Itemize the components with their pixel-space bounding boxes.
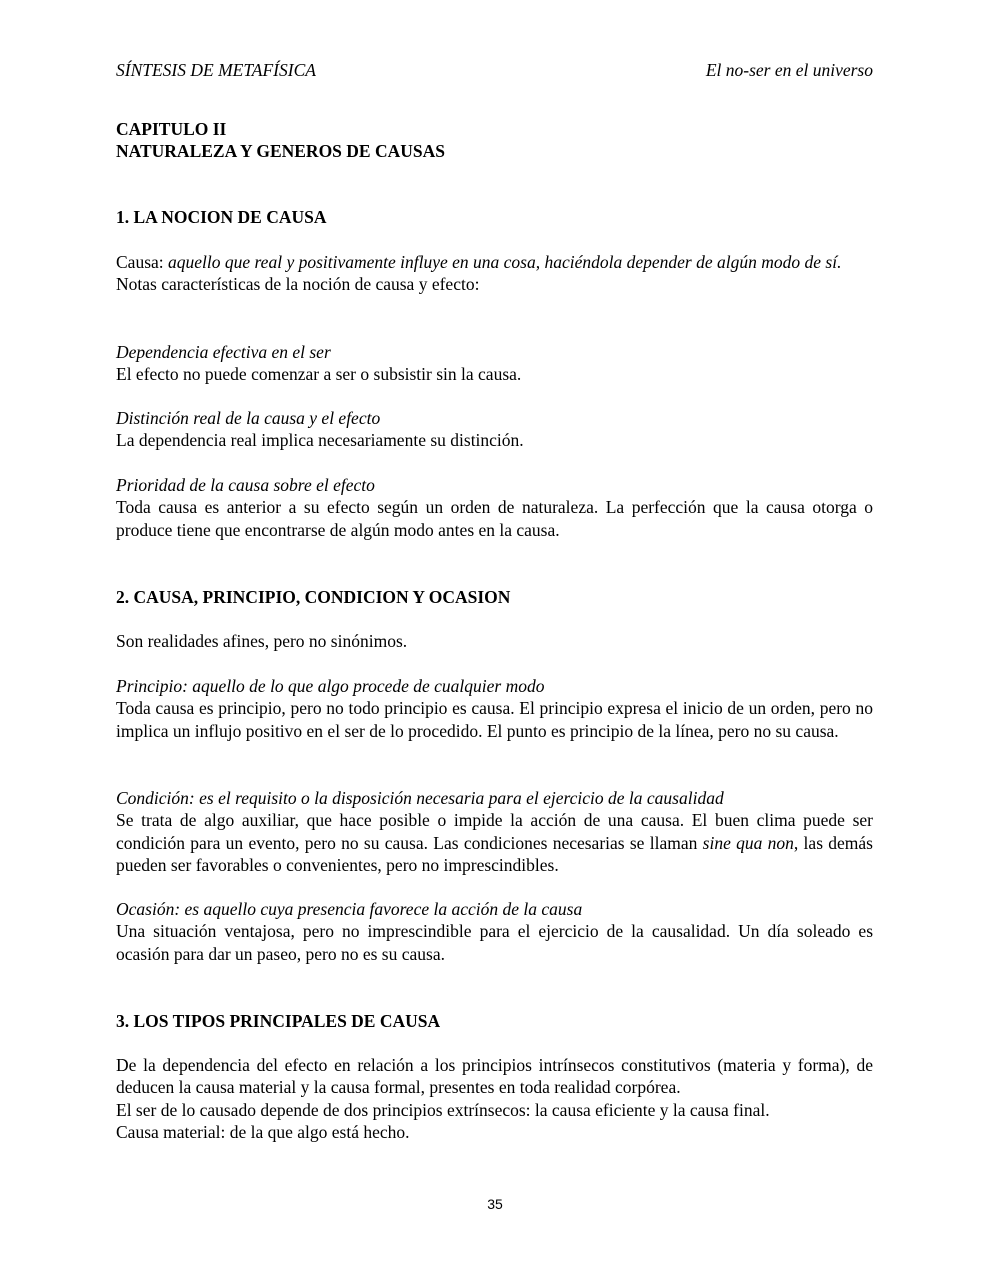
note-3 (116, 474, 873, 541)
note-text: El efecto no puede comenzar a ser o subsistir sin la causa. (116, 364, 522, 385)
condicion-title: Condición: es el requisito o la disposición necesaria para el ejercicio de la causalidad (116, 788, 724, 808)
note-1 (116, 341, 873, 386)
section-3-paragraph-3: Causa material: de la que algo está hecho. (116, 1122, 410, 1143)
condicion-block (116, 787, 873, 877)
section-3-paragraph-2: El ser de lo causado depende de dos principios extrínsecos: la causa eficiente y la causa final. (116, 1099, 770, 1120)
note-title: Prioridad de la causa sobre el efecto (116, 475, 375, 495)
section-3-heading: 3. LOS TIPOS PRINCIPALES DE CAUSA (116, 1011, 441, 1031)
note-title: Distinción real de la causa y el efecto (116, 408, 381, 428)
sine-qua-non: sine qua non (702, 832, 794, 853)
note-text: La dependencia real implica necesariamente su distinción. (116, 430, 524, 451)
ocasion-title: Ocasión: es aquello cuya presencia favorece la acción de la causa (116, 899, 583, 919)
section-3-body (116, 1054, 873, 1144)
condicion-text-b: , las demás pueden ser favorables o convenientes, pero no imprescindibles. (116, 832, 873, 876)
note-2 (116, 407, 873, 452)
notes-intro: Notas características de la noción de causa y efecto: (116, 274, 480, 295)
principio-title: Principio: aquello de lo que algo procede de cualquier modo (116, 676, 545, 696)
section-1-heading: 1. LA NOCION DE CAUSA (116, 207, 327, 227)
ocasion-text: Una situación ventajosa, pero no imprescindible para el ejercicio de la causalidad. Un día soleado es ocasión para dar un paseo, pero no es su causa. (116, 921, 873, 964)
condicion-text-a: Se trata de algo auxiliar, que hace posible o impide la acción de una causa. El buen clima puede ser condición para un evento, pero no su causa. Las condiciones necesarias se llaman (116, 810, 873, 853)
ocasion-block (116, 898, 873, 965)
running-header-right: El no-ser en el universo (705, 60, 873, 80)
chapter-title: NATURALEZA Y GENEROS DE CAUSAS (116, 141, 445, 162)
chapter-number: CAPITULO II (116, 119, 227, 139)
principio-text: Toda causa es principio, pero no todo principio es causa. El principio expresa el inicio de un orden, pero no implica un influjo positivo en el ser de lo procedido. El punto es principio de la línea, pero no su causa. (116, 698, 873, 741)
note-text: Toda causa es anterior a su efecto según un orden de naturaleza. La perfección que la causa otorga o produce tiene que encontrarse de algún modo antes en la causa. (116, 497, 873, 540)
section-2-intro: Son realidades afines, pero no sinónimos. (116, 631, 408, 651)
chapter-heading (116, 118, 873, 163)
running-header-left: SÍNTESIS DE METAFÍSICA (116, 60, 316, 80)
principio-block (116, 675, 873, 742)
section-3-paragraph-1: De la dependencia del efecto en relación a los principios intrínsecos constitutivos (materia y forma), de deducen la causa material y la causa formal, presentes en toda realidad corpórea. (116, 1055, 873, 1098)
causa-definition (116, 251, 873, 296)
section-2-heading: 2. CAUSA, PRINCIPIO, CONDICION Y OCASION (116, 587, 511, 607)
note-title: Dependencia efectiva en el ser (116, 342, 331, 362)
definition-label: Causa: (116, 252, 169, 272)
page-number: 35 (487, 1196, 503, 1212)
definition-text: aquello que real y positivamente influye en una cosa, haciéndola depender de algún modo de sí. (168, 252, 842, 272)
condicion-text (116, 809, 873, 876)
